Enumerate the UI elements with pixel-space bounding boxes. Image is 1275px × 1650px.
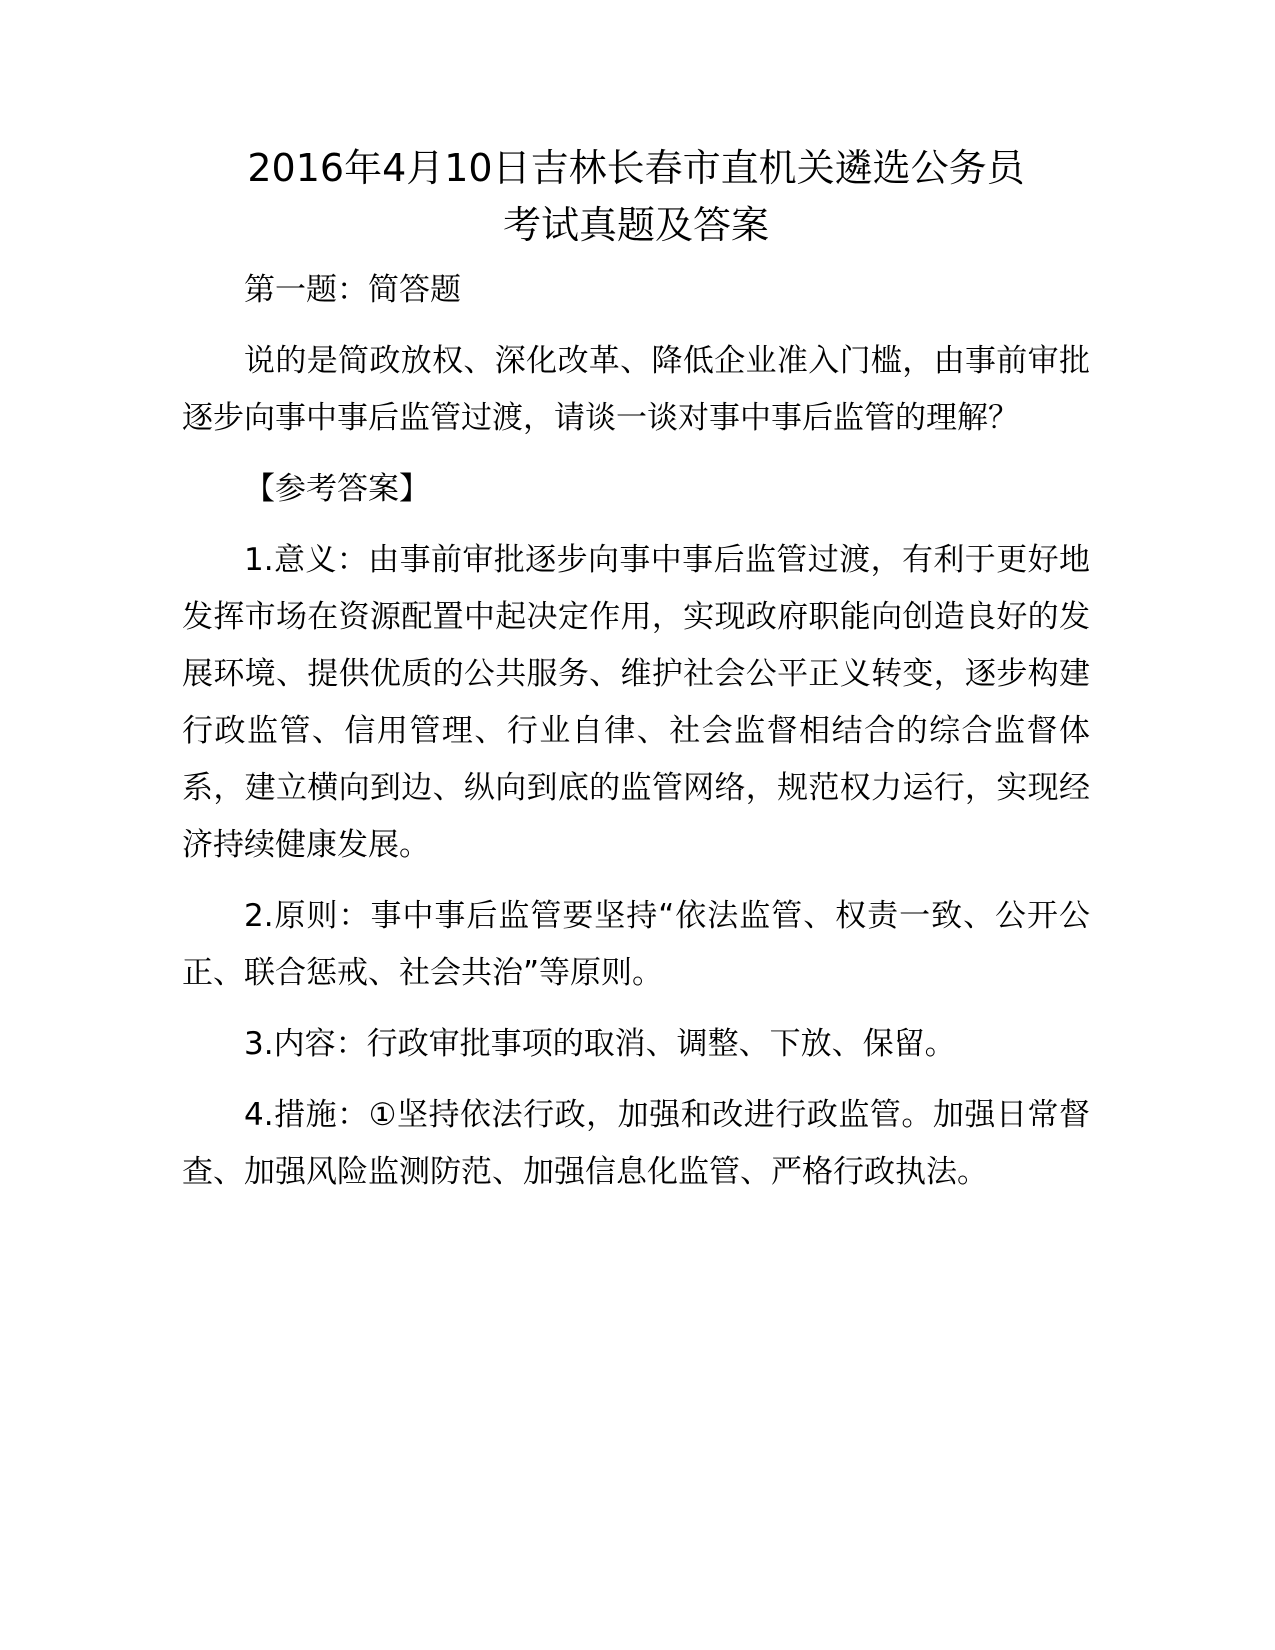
answer-heading: 【参考答案】	[244, 471, 430, 507]
answer-point-principles: 2.原则：事中事后监管要坚持“依法监管、权责一致、公开公正、联合惩戒、社会共治”等原则。	[182, 898, 1090, 991]
question-text: 说的是简政放权、深化改革、降低企业准入门槛，由事前审批逐步向事中事后监管过渡，请谈一谈对事中事后监管的理解？	[182, 343, 1090, 436]
answer-point-measures: 4.措施：①坚持依法行政，加强和改进行政监管。加强日常督查、加强风险监测防范、加强信息化监管、严格行政执法。	[182, 1097, 1090, 1190]
question-heading: 第一题：简答题	[244, 272, 461, 308]
document-page	[182, 140, 1090, 1215]
title-line-1: 2016年4月10日吉林长春市直机关遴选公务员	[247, 146, 1025, 190]
title-line-2: 考试真题及答案	[502, 203, 769, 247]
document-title	[182, 140, 1090, 254]
answer-point-content: 3.内容：行政审批事项的取消、调整、下放、保留。	[244, 1026, 956, 1062]
answer-point-significance: 1.意义：由事前审批逐步向事中事后监管过渡，有利于更好地发挥市场在资源配置中起决定作用，实现政府职能向创造良好的发展环境、提供优质的公共服务、维护社会公平正义转变，逐步构建行政监管、信用管理、行业自律、社会监督相结合的综合监督体系，建立横向到边、纵向到底的监管网络，规范权力运行，实现经济持续健康发展。	[182, 542, 1090, 863]
